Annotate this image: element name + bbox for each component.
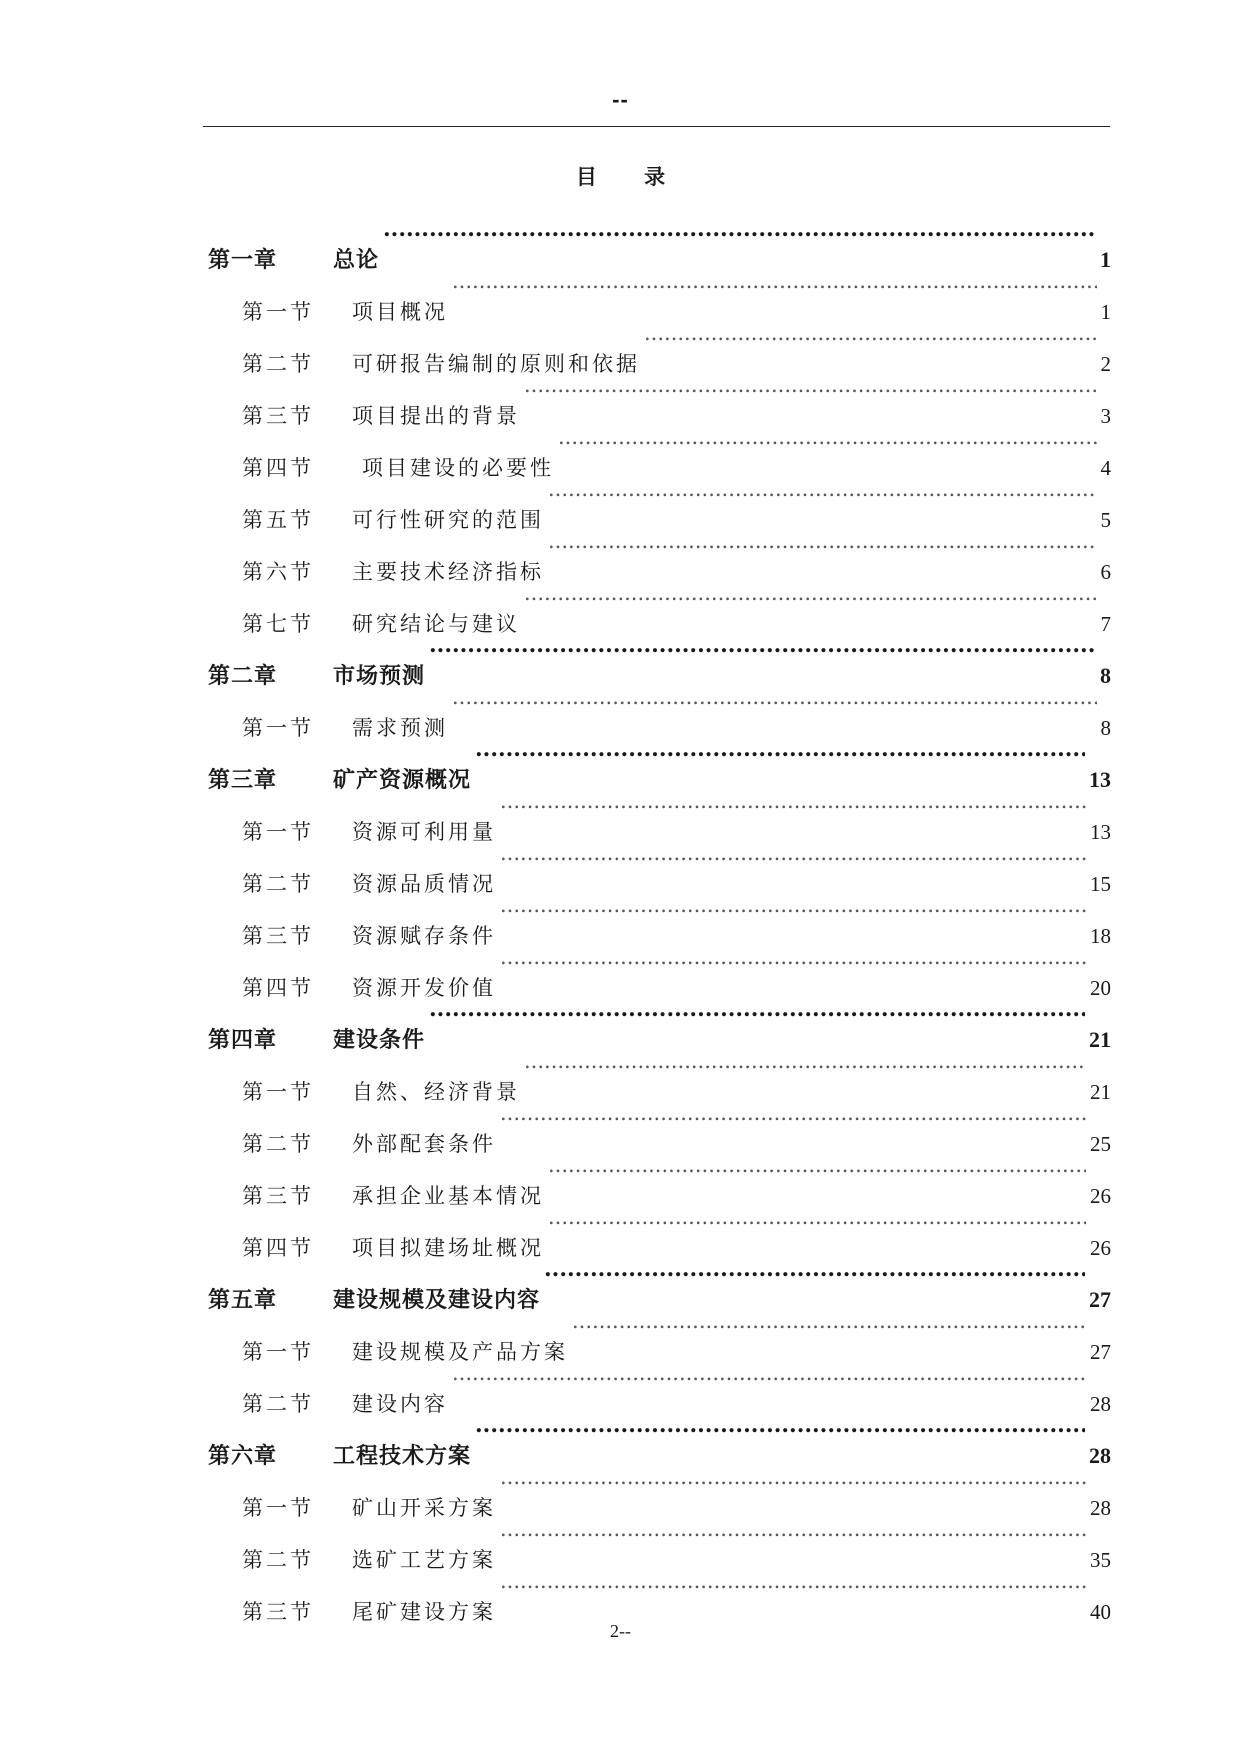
dot-leader	[500, 1515, 1086, 1567]
dot-leader	[524, 1047, 1086, 1099]
dot-leader	[558, 423, 1097, 475]
entry-page-number: 4	[1100, 456, 1111, 480]
entry-label: 第一节	[242, 1340, 314, 1364]
entry-label: 第三节	[242, 404, 314, 428]
entry-title: 承担企业基本情况	[352, 1184, 544, 1208]
entry-title: 矿产资源概况	[333, 767, 472, 793]
entry-label: 第一章	[208, 247, 278, 273]
entry-page-number: 8	[1100, 663, 1111, 688]
entry-title: 建设规模及建设内容	[333, 1287, 541, 1313]
entry-label: 第三节	[242, 1600, 314, 1624]
entry-page-number: 27	[1090, 1340, 1111, 1364]
dot-leader	[429, 631, 1096, 683]
dot-leader	[644, 319, 1097, 371]
dot-leader	[548, 475, 1097, 527]
entry-title: 工程技术方案	[333, 1443, 472, 1469]
entry-page-number: 26	[1090, 1236, 1111, 1260]
entry-page-number: 18	[1090, 924, 1111, 948]
entry-title: 外部配套条件	[352, 1132, 496, 1156]
entry-title: 建设内容	[352, 1392, 448, 1416]
dot-leader	[500, 787, 1086, 839]
entry-title: 总论	[333, 247, 380, 273]
entry-label: 第一节	[242, 300, 314, 324]
entry-title: 建设规模及产品方案	[352, 1340, 568, 1364]
entry-title: 可行性研究的范围	[352, 508, 544, 532]
entry-title: 项目概况	[352, 300, 448, 324]
entry-page-number: 1	[1100, 300, 1111, 324]
entry-label: 第六节	[242, 560, 314, 584]
entry-page-number: 20	[1090, 976, 1111, 1000]
entry-title: 建设条件	[333, 1027, 426, 1053]
entry-title: 项目建设的必要性	[362, 456, 554, 480]
dot-leader	[548, 527, 1097, 579]
entry-label: 第三章	[208, 767, 278, 793]
dot-leader	[548, 1203, 1086, 1255]
entry-title: 项目提出的背景	[352, 404, 520, 428]
entry-page-number: 6	[1100, 560, 1111, 584]
entry-page-number: 1	[1100, 247, 1111, 272]
entry-label: 第四章	[208, 1027, 278, 1053]
dot-leader	[452, 683, 1097, 735]
page-header-mark: --	[612, 87, 629, 112]
entry-label: 第一节	[242, 820, 314, 844]
entry-title: 选矿工艺方案	[352, 1548, 496, 1572]
entry-label: 第一节	[242, 1080, 314, 1104]
dot-leader	[544, 1255, 1085, 1307]
entry-label: 第四节	[242, 1236, 314, 1260]
entry-page-number: 25	[1090, 1132, 1111, 1156]
entry-title: 资源品质情况	[352, 872, 496, 896]
dot-leader	[500, 1099, 1086, 1151]
dot-leader	[500, 839, 1086, 891]
dot-leader	[548, 1151, 1086, 1203]
dot-leader	[524, 579, 1097, 631]
entry-page-number: 21	[1090, 1080, 1111, 1104]
entry-label: 第二节	[242, 1132, 314, 1156]
entry-label: 第三节	[242, 924, 314, 948]
entry-page-number: 15	[1090, 872, 1111, 896]
dot-leader	[572, 1307, 1086, 1359]
entry-label: 第七节	[242, 612, 314, 636]
entry-page-number: 2	[1100, 352, 1111, 376]
entry-page-number: 35	[1090, 1548, 1111, 1572]
entry-label: 第二节	[242, 1548, 314, 1572]
dot-leader	[475, 1411, 1085, 1463]
entry-label: 第二章	[208, 663, 278, 689]
entry-label: 第二节	[242, 872, 314, 896]
entry-label: 第一节	[242, 716, 314, 740]
entry-page-number: 21	[1089, 1027, 1111, 1052]
entry-title: 研究结论与建议	[352, 612, 520, 636]
entry-label: 第三节	[242, 1184, 314, 1208]
entry-title: 需求预测	[352, 716, 448, 740]
entry-page-number: 28	[1090, 1392, 1111, 1416]
dot-leader	[475, 735, 1085, 787]
entry-label: 第二节	[242, 1392, 314, 1416]
entry-title: 资源可利用量	[352, 820, 496, 844]
entry-page-number: 13	[1090, 820, 1111, 844]
toc-title: 目 录	[575, 164, 686, 189]
entry-page-number: 5	[1100, 508, 1111, 532]
entry-page-number: 27	[1089, 1287, 1111, 1312]
dot-leader	[452, 1359, 1086, 1411]
entry-title: 资源赋存条件	[352, 924, 496, 948]
dot-leader	[500, 1463, 1086, 1515]
entry-title: 主要技术经济指标	[352, 560, 544, 584]
toc-chapter-entry[interactable]	[208, 215, 1111, 273]
entry-title: 市场预测	[333, 663, 426, 689]
entry-page-number: 3	[1100, 404, 1111, 428]
dot-leader	[500, 943, 1086, 995]
entry-title: 资源开发价值	[352, 976, 496, 1000]
entry-title: 尾矿建设方案	[352, 1600, 496, 1624]
entry-page-number: 8	[1100, 716, 1111, 740]
entry-page-number: 26	[1090, 1184, 1111, 1208]
dot-leader	[383, 215, 1096, 267]
entry-page-number: 7	[1100, 612, 1111, 636]
entry-label: 第四节	[242, 976, 314, 1000]
table-of-contents	[208, 215, 1111, 1624]
header-divider	[203, 126, 1110, 127]
entry-label: 第五章	[208, 1287, 278, 1313]
dot-leader	[500, 891, 1086, 943]
entry-label: 第一节	[242, 1496, 314, 1520]
dot-leader	[524, 371, 1097, 423]
entry-title: 项目拟建场址概况	[352, 1236, 544, 1260]
entry-page-number: 40	[1090, 1600, 1111, 1624]
entry-label: 第二节	[242, 352, 314, 376]
entry-label: 第六章	[208, 1443, 278, 1469]
entry-label: 第四节	[242, 456, 314, 480]
entry-page-number: 28	[1089, 1443, 1111, 1468]
dot-leader	[452, 267, 1097, 319]
entry-title: 可研报告编制的原则和依据	[352, 352, 640, 376]
entry-page-number: 13	[1089, 767, 1111, 792]
entry-page-number: 28	[1090, 1496, 1111, 1520]
dot-leader	[429, 995, 1085, 1047]
page-number: 2--	[610, 1621, 631, 1641]
entry-title: 自然、经济背景	[352, 1080, 520, 1104]
entry-label: 第五节	[242, 508, 314, 532]
dot-leader	[500, 1567, 1086, 1619]
entry-title: 矿山开采方案	[352, 1496, 496, 1520]
